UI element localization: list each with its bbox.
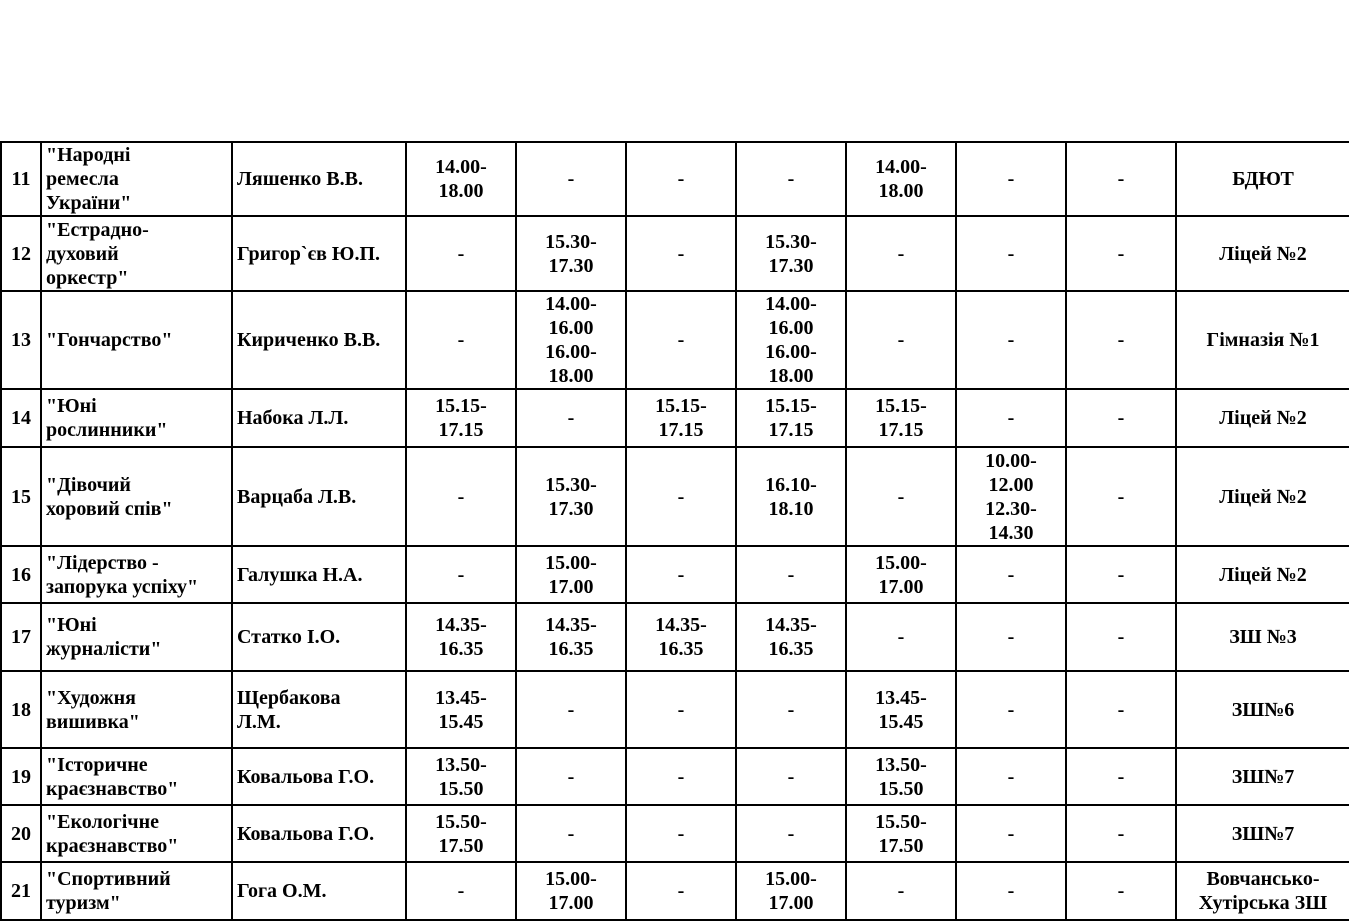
schedule-slot: 15.15- 17.15 <box>406 389 516 447</box>
table-row <box>1 389 1349 447</box>
schedule-slot: - <box>626 142 736 216</box>
teacher-name: Галушка Н.А. <box>232 546 406 603</box>
club-name: "Естрадно- духовий оркестр" <box>41 216 232 291</box>
schedule-slot: - <box>736 546 846 603</box>
schedule-slot: - <box>626 447 736 546</box>
schedule-slot: - <box>406 291 516 389</box>
row-number: 15 <box>1 447 41 546</box>
schedule-slot: 15.00- 17.00 <box>736 862 846 920</box>
schedule-slot: 14.35- 16.35 <box>736 603 846 671</box>
club-name: "Юні рослинники" <box>41 389 232 447</box>
schedule-slot: 16.10- 18.10 <box>736 447 846 546</box>
schedule-slot: - <box>626 546 736 603</box>
club-name: "Історичне краєзнавство" <box>41 748 232 805</box>
table-row <box>1 671 1349 748</box>
venue: ЗШ№7 <box>1176 748 1349 805</box>
teacher-name: Григор`єв Ю.П. <box>232 216 406 291</box>
schedule-slot: - <box>626 805 736 862</box>
schedule-slot: 14.00- 16.00 16.00- 18.00 <box>516 291 626 389</box>
table-row <box>1 805 1349 862</box>
schedule-slot: 14.35- 16.35 <box>406 603 516 671</box>
schedule-slot: 13.50- 15.50 <box>846 748 956 805</box>
venue: ЗШ№6 <box>1176 671 1349 748</box>
teacher-name: Ляшенко В.В. <box>232 142 406 216</box>
schedule-slot: - <box>956 142 1066 216</box>
schedule-slot: - <box>956 389 1066 447</box>
schedule-slot: - <box>626 748 736 805</box>
schedule-slot: 15.30- 17.30 <box>516 216 626 291</box>
table-row <box>1 291 1349 389</box>
club-name: "Спортивний туризм" <box>41 862 232 920</box>
schedule-slot: 15.30- 17.30 <box>516 447 626 546</box>
venue: Ліцей №2 <box>1176 546 1349 603</box>
schedule-slot: - <box>516 142 626 216</box>
row-number: 17 <box>1 603 41 671</box>
venue: Ліцей №2 <box>1176 216 1349 291</box>
schedule-slot: - <box>736 805 846 862</box>
row-number: 12 <box>1 216 41 291</box>
teacher-name: Щербакова Л.М. <box>232 671 406 748</box>
schedule-slot: 15.00- 17.00 <box>516 546 626 603</box>
schedule-slot: 15.50- 17.50 <box>406 805 516 862</box>
schedule-slot: - <box>1066 216 1176 291</box>
venue: Ліцей №2 <box>1176 389 1349 447</box>
schedule-slot: 15.15- 17.15 <box>846 389 956 447</box>
schedule-slot: - <box>516 671 626 748</box>
teacher-name: Гога О.М. <box>232 862 406 920</box>
club-name: "Юні журналісти" <box>41 603 232 671</box>
schedule-slot: 14.35- 16.35 <box>626 603 736 671</box>
schedule-slot: 14.35- 16.35 <box>516 603 626 671</box>
schedule-slot: - <box>846 216 956 291</box>
table-row <box>1 546 1349 603</box>
schedule-slot: 15.50- 17.50 <box>846 805 956 862</box>
schedule-slot: 15.00- 17.00 <box>516 862 626 920</box>
schedule-slot: - <box>956 216 1066 291</box>
schedule-slot: - <box>956 546 1066 603</box>
schedule-slot: - <box>846 603 956 671</box>
row-number: 13 <box>1 291 41 389</box>
schedule-slot: 15.30- 17.30 <box>736 216 846 291</box>
schedule-slot: - <box>1066 748 1176 805</box>
row-number: 16 <box>1 546 41 603</box>
venue: БДЮТ <box>1176 142 1349 216</box>
schedule-slot: - <box>516 748 626 805</box>
club-name: "Лідерство - запорука успіху" <box>41 546 232 603</box>
schedule-slot: - <box>956 603 1066 671</box>
schedule-slot: - <box>956 805 1066 862</box>
schedule-slot: - <box>406 546 516 603</box>
schedule-slot: 13.45- 15.45 <box>846 671 956 748</box>
schedule-slot: - <box>956 291 1066 389</box>
teacher-name: Ковальова Г.О. <box>232 805 406 862</box>
schedule-slot: 15.15- 17.15 <box>736 389 846 447</box>
schedule-slot: 15.15- 17.15 <box>626 389 736 447</box>
venue: ЗШ №3 <box>1176 603 1349 671</box>
teacher-name: Кириченко В.В. <box>232 291 406 389</box>
schedule-slot: - <box>516 805 626 862</box>
venue: ЗШ№7 <box>1176 805 1349 862</box>
schedule-slot: - <box>1066 291 1176 389</box>
row-number: 11 <box>1 142 41 216</box>
schedule-slot: - <box>846 862 956 920</box>
row-number: 20 <box>1 805 41 862</box>
schedule-slot: - <box>1066 603 1176 671</box>
venue: Вовчансько- Хутірська ЗШ <box>1176 862 1349 920</box>
schedule-slot: 14.00- 18.00 <box>406 142 516 216</box>
row-number: 21 <box>1 862 41 920</box>
schedule-slot: - <box>626 671 736 748</box>
schedule-slot: - <box>1066 447 1176 546</box>
teacher-name: Ковальова Г.О. <box>232 748 406 805</box>
teacher-name: Статко І.О. <box>232 603 406 671</box>
club-name: "Художня вишивка" <box>41 671 232 748</box>
schedule-slot: 13.50- 15.50 <box>406 748 516 805</box>
teacher-name: Набока Л.Л. <box>232 389 406 447</box>
table-row <box>1 216 1349 291</box>
schedule-slot: - <box>736 671 846 748</box>
schedule-table <box>0 141 1349 921</box>
club-name: "Дівочий хоровий спів" <box>41 447 232 546</box>
club-name: "Екологічне краєзнавство" <box>41 805 232 862</box>
schedule-slot: - <box>846 447 956 546</box>
table-row <box>1 862 1349 920</box>
row-number: 18 <box>1 671 41 748</box>
schedule-slot: - <box>956 862 1066 920</box>
schedule-slot: - <box>846 291 956 389</box>
schedule-slot: - <box>406 862 516 920</box>
club-name: "Гончарство" <box>41 291 232 389</box>
table-row <box>1 748 1349 805</box>
row-number: 14 <box>1 389 41 447</box>
teacher-name: Варцаба Л.В. <box>232 447 406 546</box>
row-number: 19 <box>1 748 41 805</box>
schedule-slot: - <box>956 671 1066 748</box>
schedule-slot: 15.00- 17.00 <box>846 546 956 603</box>
venue: Гімназія №1 <box>1176 291 1349 389</box>
schedule-slot: - <box>1066 546 1176 603</box>
schedule-slot: - <box>736 748 846 805</box>
schedule-slot: - <box>1066 389 1176 447</box>
schedule-slot: - <box>626 216 736 291</box>
schedule-slot: - <box>736 142 846 216</box>
table-row <box>1 603 1349 671</box>
schedule-slot: - <box>626 291 736 389</box>
schedule-slot: 13.45- 15.45 <box>406 671 516 748</box>
schedule-slot: 14.00- 16.00 16.00- 18.00 <box>736 291 846 389</box>
schedule-slot: - <box>626 862 736 920</box>
schedule-slot: - <box>1066 805 1176 862</box>
schedule-slot: 10.00- 12.00 12.30- 14.30 <box>956 447 1066 546</box>
schedule-slot: - <box>406 216 516 291</box>
venue: Ліцей №2 <box>1176 447 1349 546</box>
schedule-slot: 14.00- 18.00 <box>846 142 956 216</box>
schedule-slot: - <box>406 447 516 546</box>
table-row <box>1 142 1349 216</box>
schedule-slot: - <box>516 389 626 447</box>
schedule-slot: - <box>1066 862 1176 920</box>
schedule-slot: - <box>956 748 1066 805</box>
table-row <box>1 447 1349 546</box>
schedule-slot: - <box>1066 142 1176 216</box>
club-name: "Народні ремесла України" <box>41 142 232 216</box>
schedule-slot: - <box>1066 671 1176 748</box>
